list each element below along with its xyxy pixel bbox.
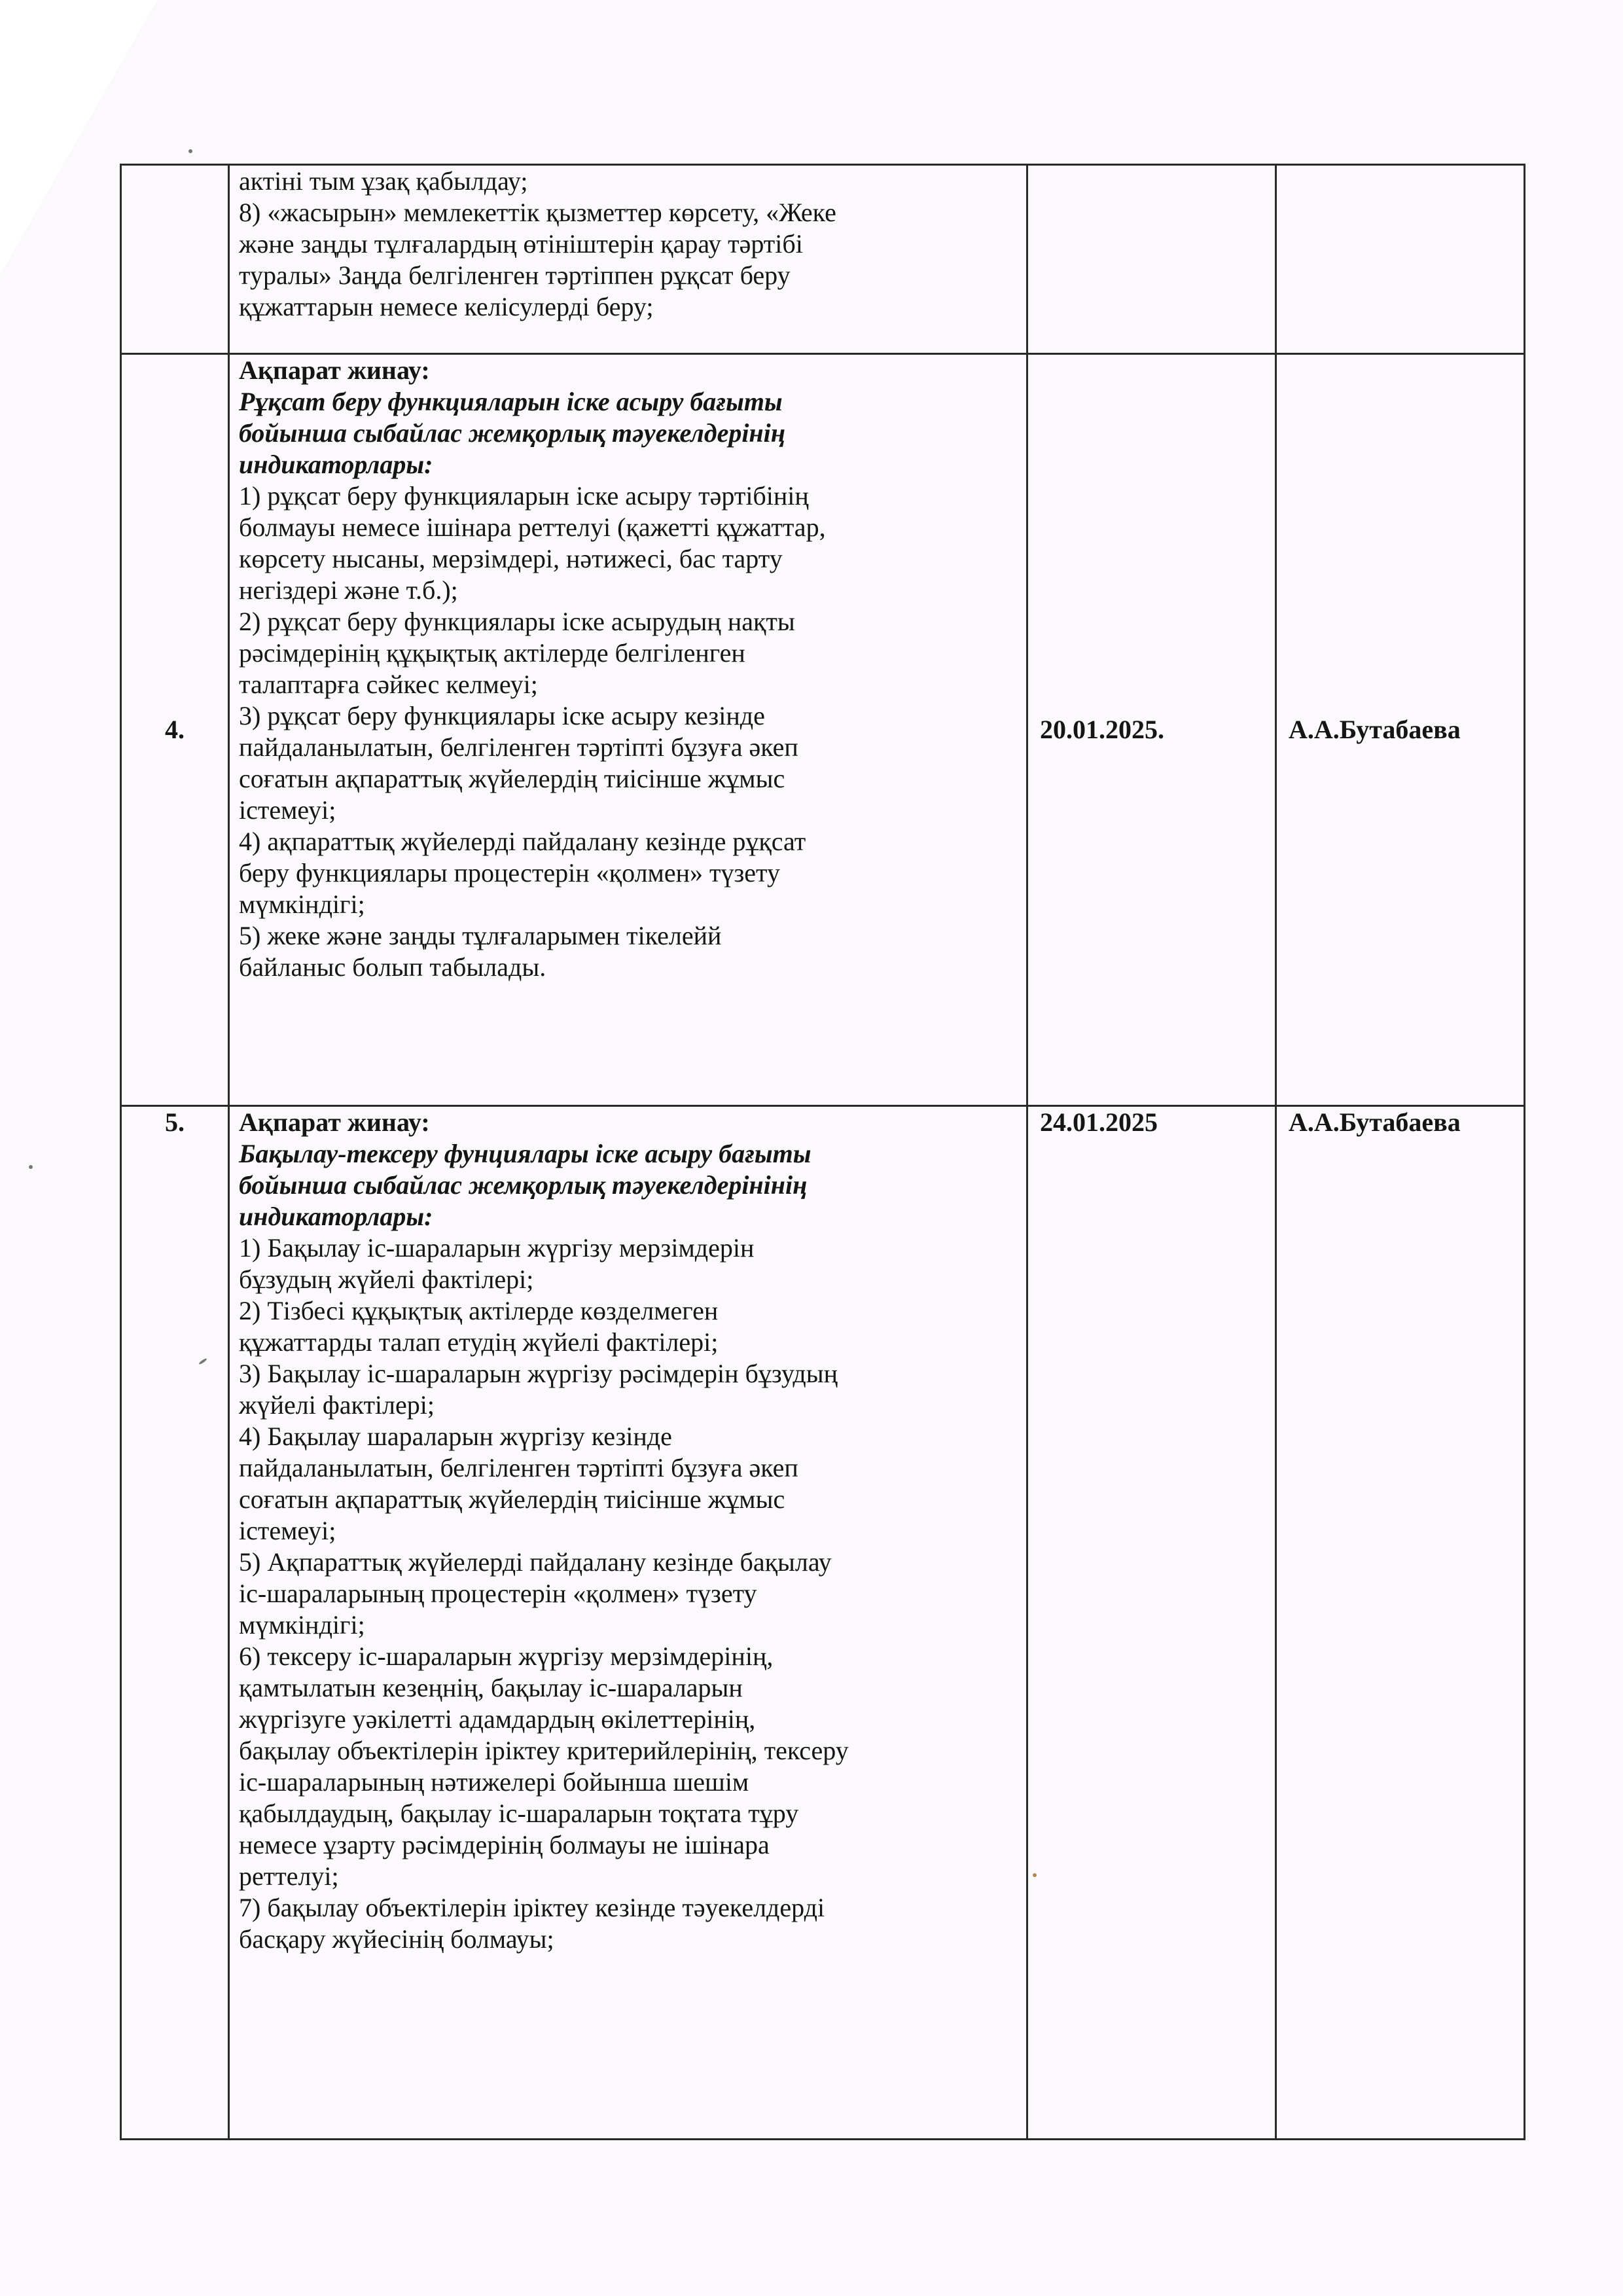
activity-line: 1) Бақылау іс-шараларын жүргізу мерзімдерін — [239, 1233, 755, 1263]
activity-subheading-line: Рұқсат беру функцияларын іске асыру бағыты — [239, 387, 783, 416]
activity-line: істемеуі; — [239, 795, 336, 825]
activity-line: іс-шараларының процестерін «қолмен» түзету — [239, 1579, 757, 1608]
activity-line: 4) ақпараттық жүйелерді пайдалану кезінде рұқсат — [239, 827, 806, 856]
activity-line: реттелуі; — [239, 1861, 339, 1891]
activity-line: соғатын ақпараттық жүйелердің тиісінше жұмыс — [239, 764, 785, 793]
activity-line: мүмкіндігі; — [239, 889, 365, 919]
activity-line: соғатын ақпараттық жүйелердің тиісінше жұмыс — [239, 1484, 785, 1514]
activity-line: 4) Бақылау шараларын жүргізу кезінде — [239, 1422, 672, 1451]
activity-line: көрсету нысаны, мерзімдері, нәтижесі, бас тарту — [239, 544, 783, 573]
table-row — [121, 1106, 1525, 2140]
activity-subheading-line: бойынша сыбайлас жемқорлық тәуекелдерінінің — [239, 1170, 808, 1200]
activity-line: қамтылатын кезеңнің, бақылау іс-шараларын — [239, 1673, 743, 1702]
activity-line: 5) жеке және заңды тұлғаларымен тікелейй — [239, 921, 722, 950]
responsible-cell: А.А.Бутабаева — [1276, 354, 1525, 1106]
activity-line: туралы» Заңда белгіленген тәртіппен рұқсат беру — [239, 260, 791, 290]
activity-line: 5) Ақпараттық жүйелерді пайдалану кезінде бақылау — [239, 1547, 832, 1577]
scan-speck — [188, 149, 192, 153]
activity-line: талаптарға сәйкес келмеуі; — [239, 670, 538, 699]
activity-cell — [229, 165, 1027, 354]
activity-line: 7) бақылау объектілерін іріктеу кезінде тәуекелдерді — [239, 1893, 825, 1922]
activity-line: мүмкіндігі; — [239, 1610, 365, 1640]
activity-heading: Ақпарат жинау: — [239, 355, 430, 385]
table-row — [121, 165, 1525, 354]
activity-line: бұзудың жүйелі фактілері; — [239, 1265, 534, 1294]
activity-cell — [229, 354, 1027, 1106]
activity-line: іс-шараларының нәтижелері бойынша шешім — [239, 1767, 749, 1797]
scan-speck — [29, 1165, 33, 1169]
activity-line: істемеуі; — [239, 1516, 336, 1545]
activity-subheading-line: индикаторлары: — [239, 450, 433, 479]
activity-line: пайдаланылатын, белгіленген тәртіпті бұзуға әкеп — [239, 732, 798, 762]
action-plan-table — [120, 164, 1525, 2140]
activity-line: актіні тым ұзақ қабылдау; — [239, 166, 528, 196]
activity-line: рәсімдерінің құқықтық актілерде белгіленген — [239, 638, 745, 668]
activity-line: 2) рұқсат беру функциялары іске асырудың нақты — [239, 607, 795, 636]
activity-line: 6) тексеру іс-шараларын жүргізу мерзімдерінің, — [239, 1641, 774, 1671]
activity-line: қабылдаудың, бақылау іс-шараларын тоқтата тұру — [239, 1799, 799, 1828]
activity-line: жүргізуге уәкілетті адамдардың өкілеттерінің, — [239, 1704, 756, 1734]
table-row — [121, 354, 1525, 1106]
responsible-cell — [1276, 165, 1525, 354]
row-number: 4. — [121, 354, 229, 1106]
activity-line: 1) рұқсат беру функцияларын іске асыру тәртібінің — [239, 481, 809, 511]
row-number: 5. — [121, 1106, 229, 2140]
activity-line: байланыс болып табылады. — [239, 952, 546, 982]
activity-subheading-line: Бақылау-тексеру фунциялары іске асыру бағыты — [239, 1139, 812, 1168]
activity-line: 3) Бақылау іс-шараларын жүргізу рәсімдерін бұзудың — [239, 1359, 838, 1388]
activity-line: жүйелі фактілері; — [239, 1390, 435, 1420]
activity-cell — [229, 1106, 1027, 2140]
deadline-cell — [1027, 165, 1276, 354]
activity-line: болмауы немесе ішінара реттелуі (қажетті құжаттар, — [239, 512, 826, 542]
scan-speck — [1033, 1873, 1037, 1877]
deadline-cell: 24.01.2025 — [1027, 1106, 1276, 2140]
activity-line: бақылау объектілерін іріктеу критерийлерінің, тексеру — [239, 1736, 849, 1765]
activity-line: беру функциялары процестерін «қолмен» түзету — [239, 858, 781, 888]
activity-line: басқару жүйесінің болмауы; — [239, 1924, 554, 1954]
deadline-cell: 20.01.2025. — [1027, 354, 1276, 1106]
activity-line: 8) «жасырын» мемлекеттік қызметтер көрсету, «Жеке — [239, 198, 836, 227]
activity-subheading-line: индикаторлары: — [239, 1202, 433, 1231]
activity-line: немесе ұзарту рәсімдерінің болмауы не ішінара — [239, 1830, 770, 1859]
row-number — [121, 165, 229, 354]
activity-line: пайдаланылатын, белгіленген тәртіпті бұзуға әкеп — [239, 1453, 798, 1482]
activity-subheading-line: бойынша сыбайлас жемқорлық тәуекелдерінің — [239, 418, 785, 448]
activity-line: негіздері және т.б.); — [239, 575, 458, 605]
activity-line: 2) Тізбесі құқықтық актілерде көзделмеген — [239, 1296, 719, 1325]
responsible-cell: А.А.Бутабаева — [1276, 1106, 1525, 2140]
activity-line: және заңды тұлғалардың өтініштерін қарау тәртібі — [239, 229, 803, 259]
activity-line: құжаттарды талап етудің жүйелі фактілері; — [239, 1327, 719, 1357]
activity-line: 3) рұқсат беру функциялары іске асыру кезінде — [239, 701, 765, 730]
activity-line: құжаттарын немесе келісулерді беру; — [239, 292, 654, 321]
activity-heading: Ақпарат жинау: — [239, 1107, 430, 1137]
